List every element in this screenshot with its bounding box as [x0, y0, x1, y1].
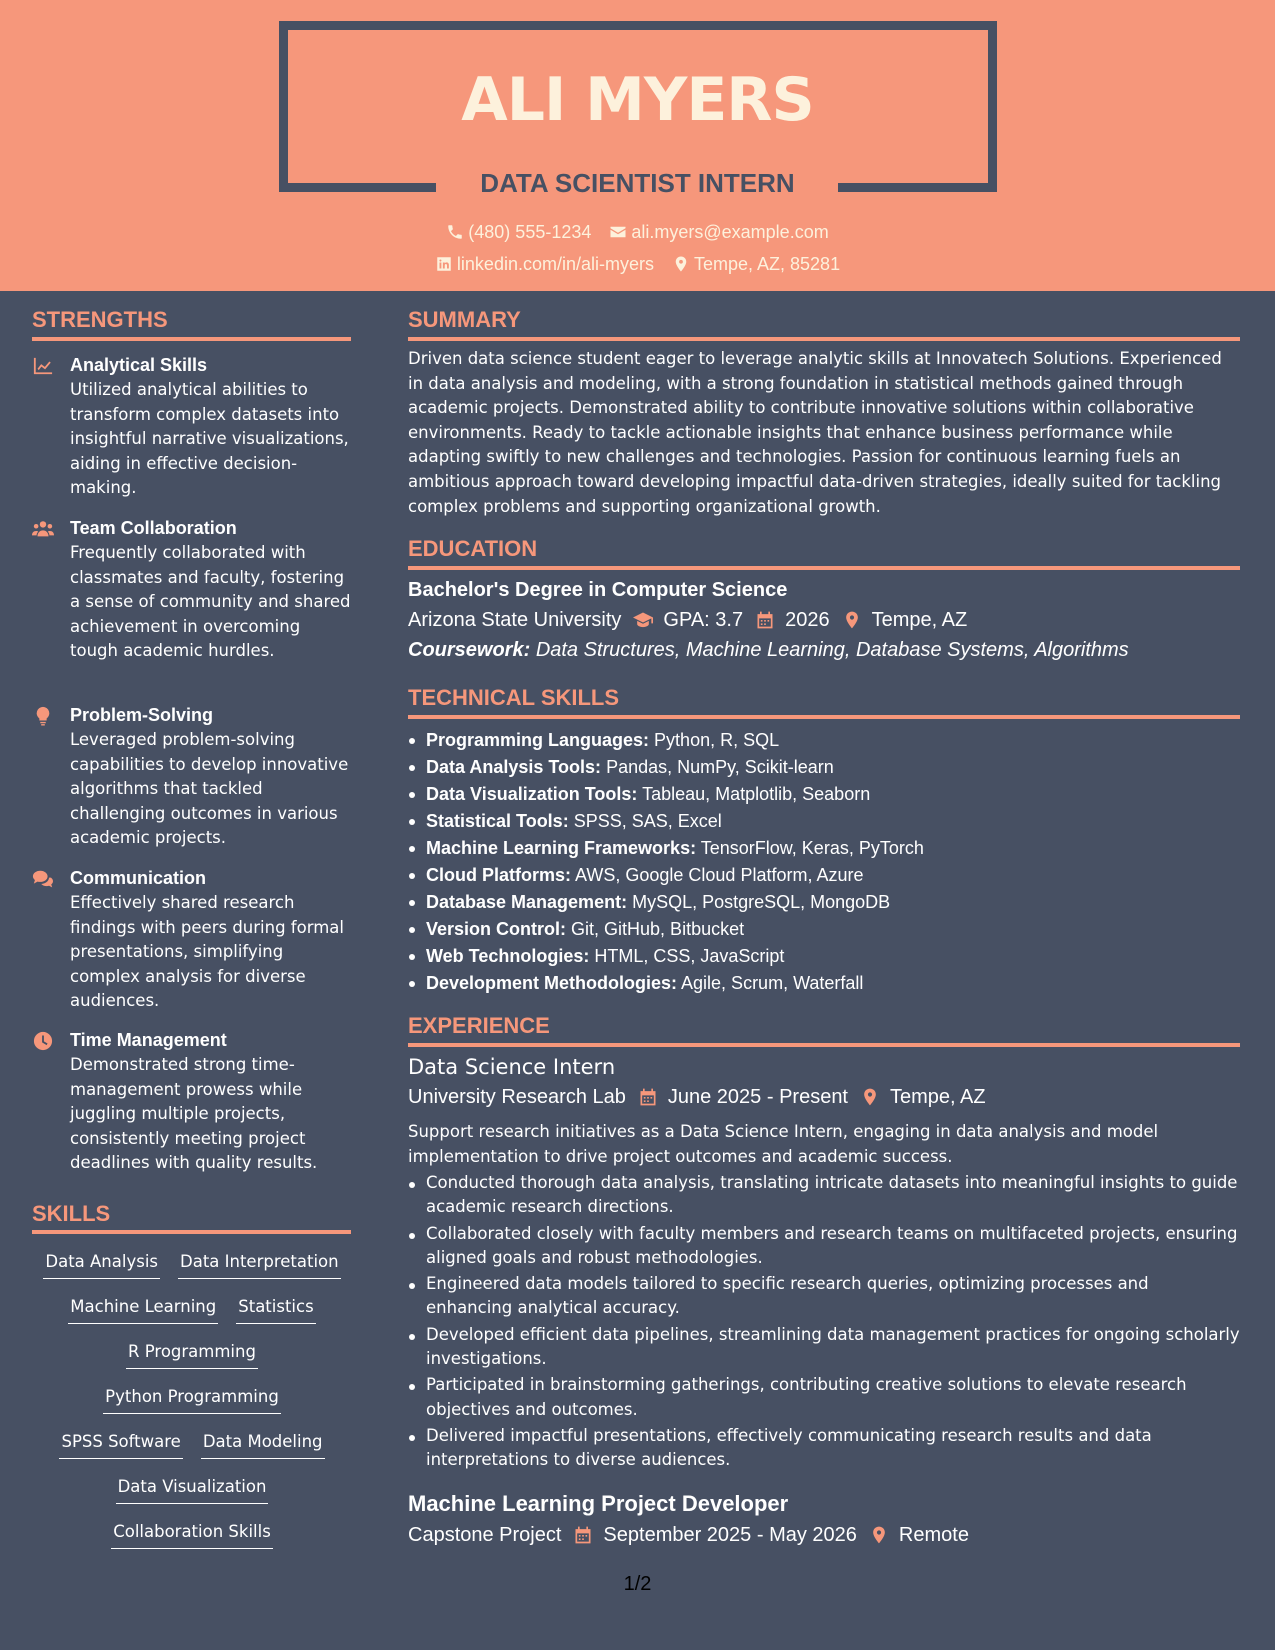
job-meta: [408, 1084, 986, 1110]
skill-value: HTML, CSS, JavaScript: [594, 946, 785, 966]
list-item: [408, 916, 1240, 943]
envelope-icon: [609, 223, 627, 241]
comments-icon: [32, 869, 54, 889]
summary-rule: [408, 337, 1240, 341]
coursework-label: Coursework:: [408, 639, 531, 661]
skill-chip: Statistics: [236, 1295, 315, 1324]
job-location: Remote: [898, 1524, 969, 1546]
list-item: Delivered impactful presentations, effectively communicating research results and data interpretations to diverse audiences.: [408, 1424, 1240, 1473]
skill-value: Python, R, SQL: [654, 730, 780, 750]
job-meta: [408, 1522, 969, 1548]
skill-label: Machine Learning Frameworks:: [426, 838, 697, 858]
skill-row: [32, 1430, 352, 1459]
chart-line-icon: [32, 356, 54, 376]
job-description: Support research initiatives as a Data Science Intern, engaging in data analysis and model implementation to drive project outcomes and academic success.: [408, 1122, 1159, 1166]
calendar-icon: [573, 1525, 593, 1545]
list-item: Engineered data models tailored to specific research queries, optimizing processes and enhancing analytical accuracy.: [408, 1272, 1240, 1321]
degree-title: Bachelor's Degree in Computer Science: [408, 579, 788, 601]
map-pin-icon: [842, 610, 862, 630]
list-item: Conducted thorough data analysis, translating intricate datasets into meaningful insights to guide academic research directions.: [408, 1171, 1240, 1220]
skill-label: Web Technologies:: [426, 946, 590, 966]
contact-email[interactable]: [609, 220, 828, 244]
skill-label: Statistical Tools:: [426, 811, 569, 831]
skill-label: Programming Languages:: [426, 730, 650, 750]
strengths-rule: [32, 337, 351, 341]
coursework-list: Data Structures, Machine Learning, Database Systems, Algorithms: [535, 639, 1129, 661]
job-dates: September 2025 - May 2026: [603, 1524, 857, 1546]
summary-text: Driven data science student eager to leverage analytic skills at Innovatech Solutions. Experienced in data analysis and modeling, with a strong foundation in statistical methods gained through academic projects. Demonstrated ability to contribute innovative solutions within collaborative environments. Ready to tackle actionable insights that enhance business performance while adapting swiftly to new challenges and technologies. Passion for continuous learning fuels an ambitious approach toward developing impactful data-driven strategies, ideally suited for tackling complex problems and supporting organizational growth.: [408, 349, 1222, 516]
job-org: Capstone Project: [408, 1524, 562, 1546]
job-role-title: Machine Learning Project Developer: [408, 1491, 789, 1516]
technical-skills-list: [408, 727, 1240, 997]
skill-value: Git, GitHub, Bitbucket: [571, 919, 745, 939]
contact-linkedin[interactable]: [435, 252, 654, 276]
strength-desc: Demonstrated strong time-management prowess while juggling multiple projects, consistently meeting project deadlines with quality results.: [70, 1055, 318, 1172]
strength-desc: Frequently collaborated with classmates and faculty, fostering a sense of community and shared achievement in overcoming tough academic hurdles.: [70, 543, 351, 660]
job-location: Tempe, AZ: [890, 1086, 986, 1108]
strength-desc: Leveraged problem-solving capabilities to develop innovative algorithms that tackled challenging outcomes in various academic projects.: [70, 730, 349, 847]
skill-value: Pandas, NumPy, Scikit-learn: [606, 757, 834, 777]
list-item: [408, 808, 1240, 835]
map-pin-icon: [869, 1525, 889, 1545]
skill-chip: Collaboration Skills: [111, 1520, 273, 1549]
calendar-icon: [638, 1087, 658, 1107]
list-item: [408, 970, 1240, 997]
skill-chip: Data Analysis: [43, 1250, 160, 1279]
candidate-name: ALI MYERS: [461, 65, 814, 135]
strength-title: Analytical Skills: [70, 355, 208, 375]
skills-rule: [32, 1230, 351, 1234]
lightbulb-icon: [32, 706, 54, 726]
calendar-icon: [755, 610, 775, 630]
education-meta: [408, 607, 967, 633]
skill-value: SPSS, SAS, Excel: [573, 811, 722, 831]
experience-rule: [408, 1043, 1240, 1047]
school-name: Arizona State University: [408, 609, 622, 631]
users-icon: [32, 519, 54, 539]
coursework: [408, 637, 1129, 663]
graduation-cap-icon: [633, 610, 653, 630]
map-pin-icon: [672, 255, 690, 273]
skill-chip: Data Modeling: [201, 1430, 325, 1459]
list-item: [408, 889, 1240, 916]
experience-heading: EXPERIENCE: [408, 1013, 550, 1038]
map-pin-icon: [860, 1087, 880, 1107]
linkedin-icon: [435, 255, 453, 273]
skill-chip: Machine Learning: [68, 1295, 218, 1324]
phone-icon: [446, 223, 464, 241]
skill-row: [32, 1250, 352, 1279]
phone-text: (480) 555-1234: [468, 222, 592, 242]
skill-chip: Data Visualization: [116, 1475, 269, 1504]
skill-value: Tableau, Matplotlib, Seaborn: [642, 784, 871, 804]
location-text: Tempe, AZ, 85281: [693, 254, 841, 274]
list-item: [408, 943, 1240, 970]
summary-heading: SUMMARY: [408, 307, 521, 332]
skill-row: [32, 1520, 352, 1549]
strength-title: Communication: [70, 868, 207, 888]
job-bullets: [408, 1171, 1240, 1475]
list-item: [408, 781, 1240, 808]
skill-chip: Data Interpretation: [178, 1250, 341, 1279]
skill-chip: SPSS Software: [59, 1430, 182, 1459]
list-item: Collaborated closely with faculty members and research teams on multifaceted projects, ensuring aligned goals and robust methodologies.: [408, 1222, 1240, 1271]
strength-desc: Effectively shared research findings with peers during formal presentations, simplifying complex analysis for diverse audiences.: [70, 893, 344, 1010]
strength-title: Problem-Solving: [70, 705, 214, 725]
list-item: Participated in brainstorming gatherings, contributing creative solutions to elevate research objectives and outcomes.: [408, 1373, 1240, 1422]
skill-row: [32, 1340, 352, 1369]
job-org: University Research Lab: [408, 1086, 626, 1108]
technical-skills-heading: TECHNICAL SKILLS: [408, 685, 620, 710]
skill-value: AWS, Google Cloud Platform, Azure: [575, 865, 864, 885]
graduation-year: 2026: [785, 609, 830, 631]
strength-desc: Utilized analytical abilities to transform complex datasets into insightful narrative visualizations, aiding in effective decision-making.: [70, 380, 349, 497]
skill-row: [32, 1295, 352, 1324]
list-item: Developed efficient data pipelines, streamlining data management practices for ongoing scholarly investigations.: [408, 1323, 1240, 1372]
email-text: ali.myers@example.com: [631, 222, 829, 242]
skill-row: [32, 1475, 352, 1504]
skill-label: Data Visualization Tools:: [426, 784, 638, 804]
skill-label: Version Control:: [426, 919, 567, 939]
education-heading: EDUCATION: [408, 536, 538, 561]
list-item: [408, 862, 1240, 889]
strengths-heading: STRENGTHS: [32, 307, 168, 332]
skill-value: TensorFlow, Keras, PyTorch: [700, 838, 924, 858]
list-item: [408, 835, 1240, 862]
gpa-text: GPA: 3.7: [663, 609, 744, 631]
contact-row-1: [0, 220, 1275, 244]
skill-label: Database Management:: [426, 892, 628, 912]
contact-row-2: [0, 252, 1275, 276]
page-number: 1/2: [623, 1573, 652, 1595]
job-role-title: Data Science Intern: [408, 1055, 616, 1079]
skill-row: [32, 1385, 352, 1414]
skill-chip: R Programming: [126, 1340, 258, 1369]
skill-value: Agile, Scrum, Waterfall: [681, 973, 864, 993]
contact-location: [672, 252, 840, 276]
resume-header: [0, 0, 1275, 291]
skill-value: MySQL, PostgreSQL, MongoDB: [632, 892, 891, 912]
list-item: [408, 727, 1240, 754]
skill-chip: Python Programming: [103, 1385, 281, 1414]
clock-icon: [32, 1031, 54, 1051]
job-dates: June 2025 - Present: [667, 1086, 848, 1108]
strength-title: Time Management: [70, 1030, 227, 1050]
linkedin-text: linkedin.com/in/ali-myers: [456, 254, 654, 274]
skills-heading: SKILLS: [32, 1201, 111, 1226]
skill-label: Development Methodologies:: [426, 973, 678, 993]
list-item: [408, 754, 1240, 781]
contact-phone[interactable]: [446, 220, 591, 244]
skill-label: Data Analysis Tools:: [426, 757, 602, 777]
job-title: DATA SCIENTIST INTERN: [480, 168, 795, 198]
education-location: Tempe, AZ: [871, 609, 968, 631]
skill-label: Cloud Platforms:: [426, 865, 572, 885]
strength-title: Team Collaboration: [70, 518, 237, 538]
technical-skills-rule: [408, 715, 1240, 719]
education-rule: [408, 566, 1240, 570]
